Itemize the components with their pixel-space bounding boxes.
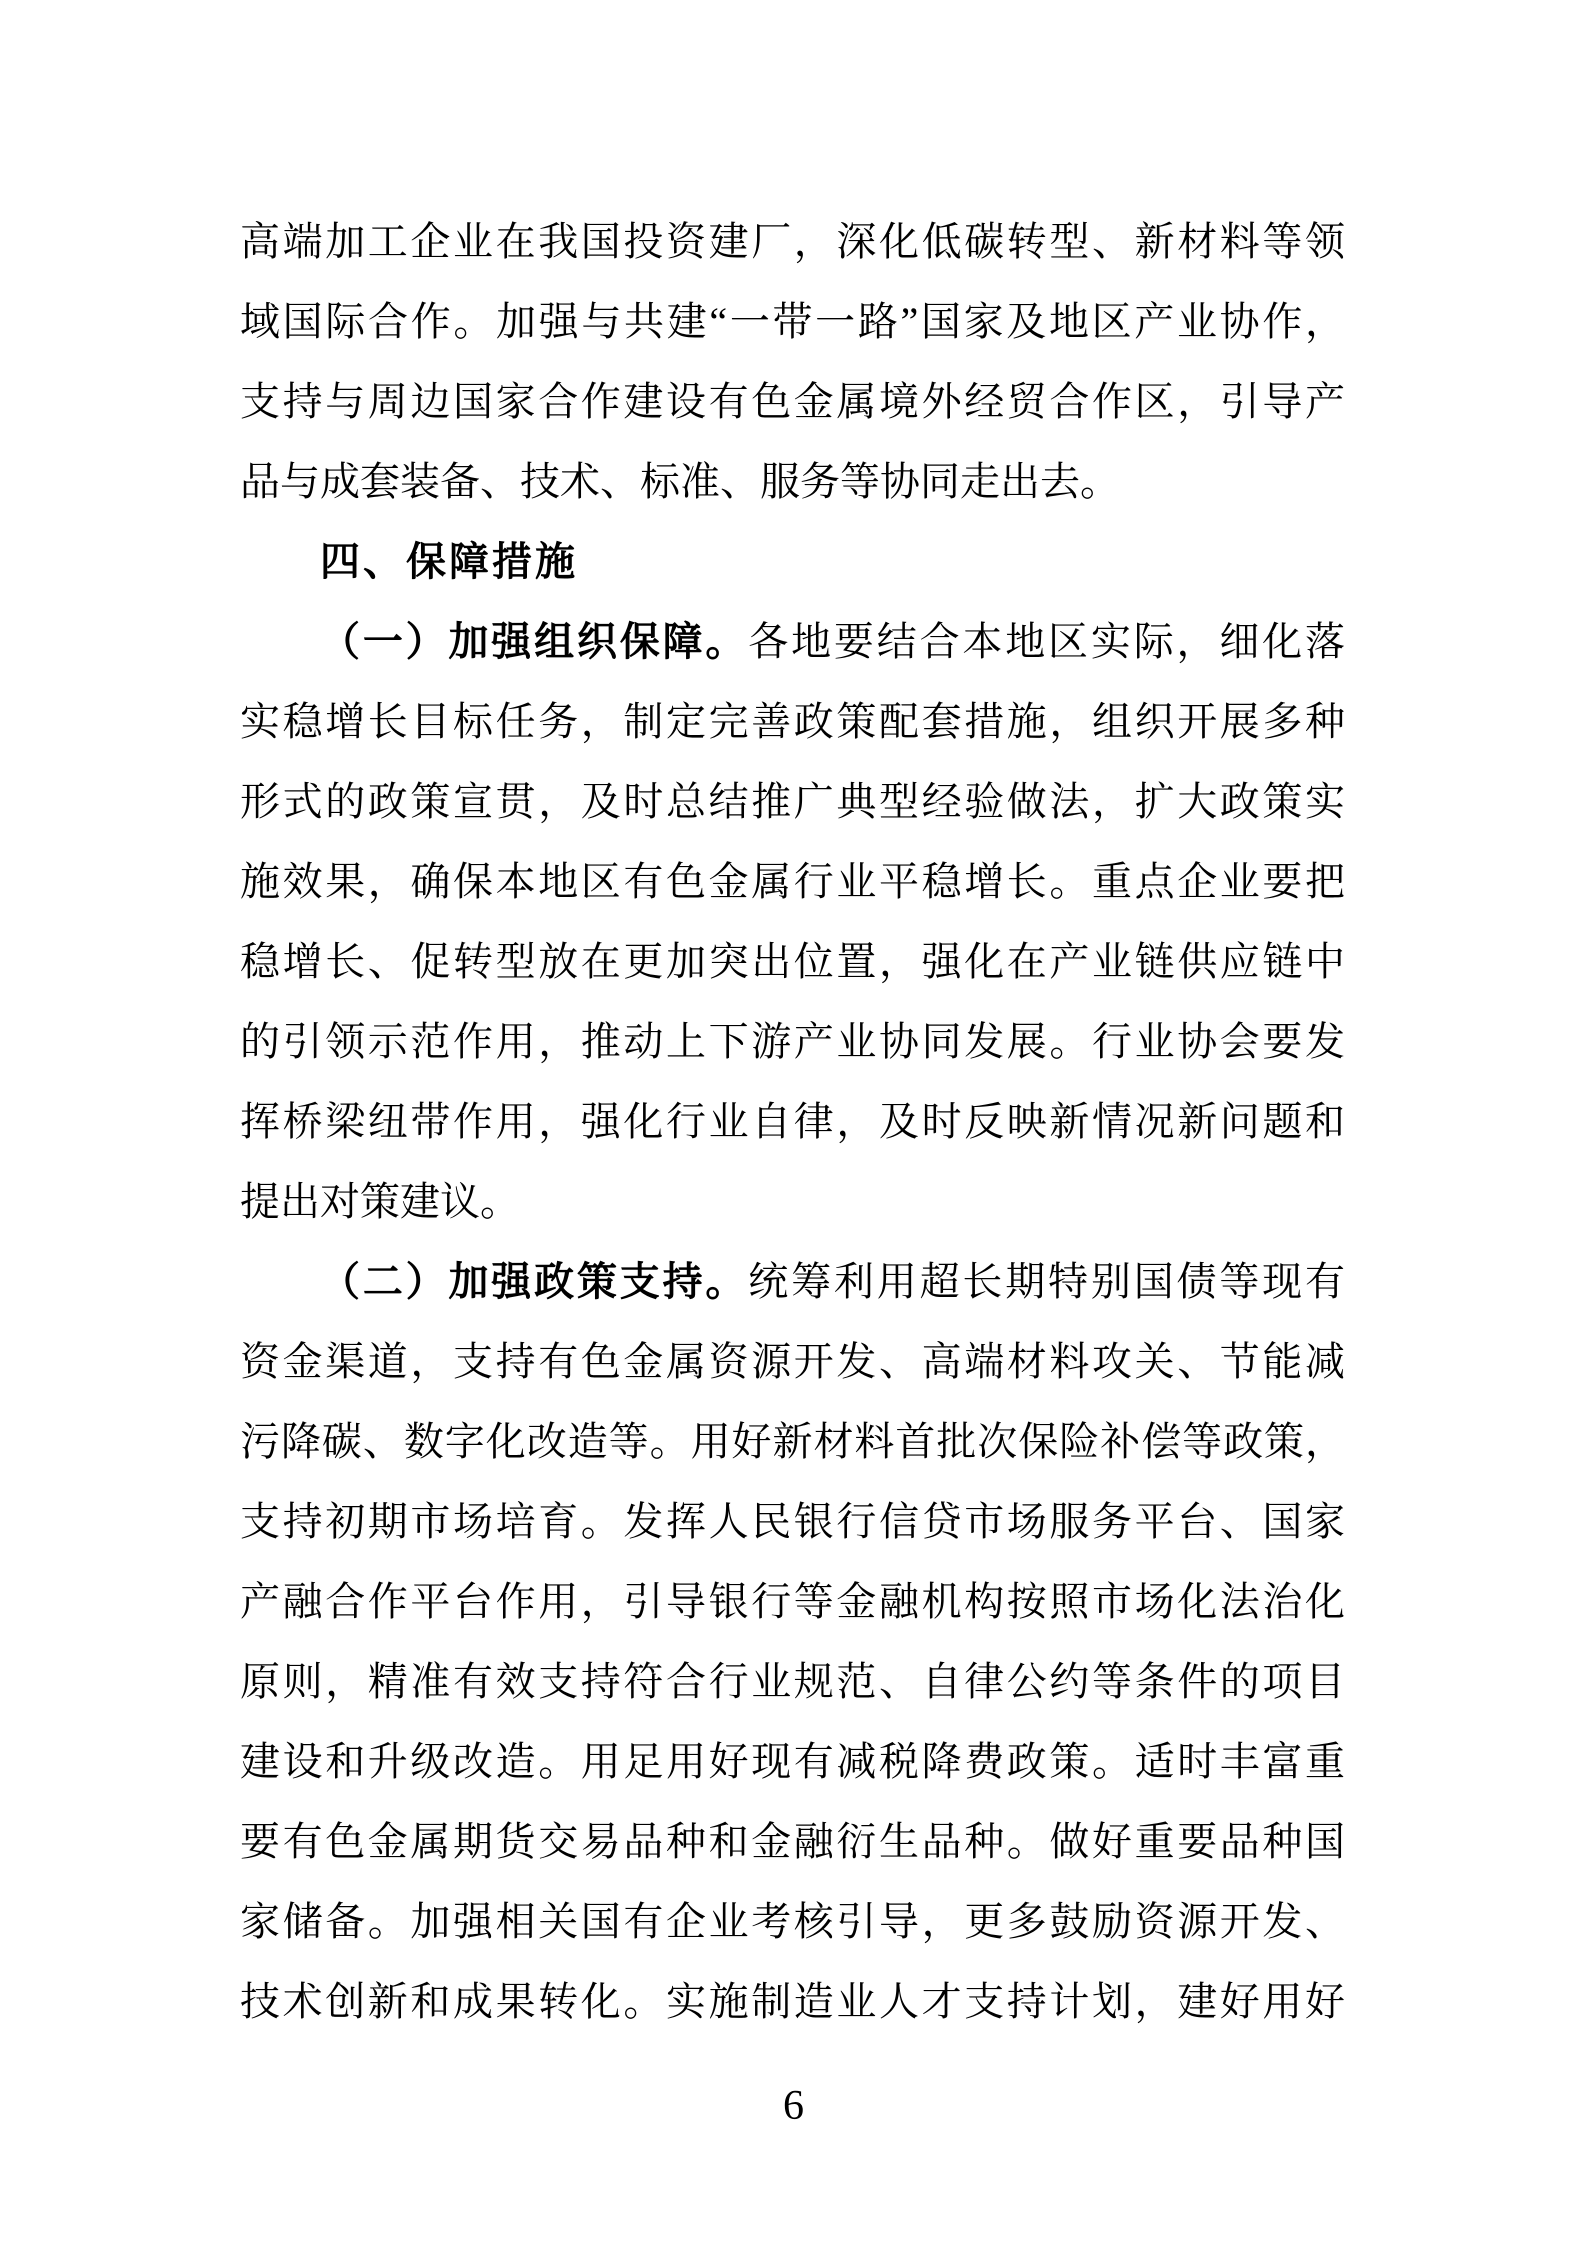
text-line	[240, 842, 1345, 922]
line-text: 家储备。加强相关国有企业考核引导，更多鼓励资源开发、	[240, 1899, 1345, 1944]
line-text: 资金渠道，支持有色金属资源开发、高端材料攻关、节能减	[240, 1339, 1345, 1384]
line-text: 支持初期市场培育。发挥人民银行信贷市场服务平台、国家	[240, 1499, 1345, 1544]
text-line	[240, 1322, 1345, 1402]
text-line	[240, 1802, 1345, 1882]
paragraph-lead-bold: （一）加强组织保障。	[320, 619, 749, 664]
text-line	[240, 922, 1345, 1002]
text-line	[240, 282, 1345, 362]
line-text: 高端加工企业在我国投资建厂，深化低碳转型、新材料等领	[240, 219, 1345, 264]
line-text: 各地要结合本地区实际，细化落	[748, 619, 1346, 664]
text-line	[240, 362, 1345, 442]
page-number: 6	[783, 2083, 804, 2129]
paragraph-first-line	[240, 1242, 1345, 1322]
line-text: 施效果，确保本地区有色金属行业平稳增长。重点企业要把	[240, 859, 1345, 904]
text-line	[240, 1562, 1345, 1642]
text-line	[240, 1002, 1345, 1082]
line-text: 实稳增长目标任务，制定完善政策配套措施，组织开展多种	[240, 699, 1345, 744]
text-line	[240, 682, 1345, 762]
text-line	[240, 442, 1345, 522]
text-line	[240, 202, 1345, 282]
line-text: 建设和升级改造。用足用好现有减税降费政策。适时丰富重	[240, 1739, 1345, 1784]
section-heading	[240, 522, 1345, 602]
text-line	[240, 1722, 1345, 1802]
text-line	[240, 762, 1345, 842]
text-line	[240, 1642, 1345, 1722]
line-text: 挥桥梁纽带作用，强化行业自律，及时反映新情况新问题和	[240, 1099, 1345, 1144]
line-text: 技术创新和成果转化。实施制造业人才支持计划，建好用好	[240, 1979, 1345, 2024]
text-line	[240, 1402, 1345, 1482]
section-heading-text: 四、保障措施	[320, 540, 578, 584]
line-text: 支持与周边国家合作建设有色金属境外经贸合作区，引导产	[240, 379, 1345, 424]
line-text: 形式的政策宣贯，及时总结推广典型经验做法，扩大政策实	[240, 779, 1345, 824]
text-line	[240, 1882, 1345, 1962]
text-line	[240, 1082, 1345, 1162]
line-text: 的引领示范作用，推动上下游产业协同发展。行业协会要发	[240, 1019, 1345, 1064]
line-text: 品与成套装备、技术、标准、服务等协同走出去。	[240, 459, 1120, 504]
line-text: 产融合作平台作用，引导银行等金融机构按照市场化法治化	[240, 1579, 1345, 1624]
paragraph-first-line	[240, 602, 1345, 682]
document-body	[240, 202, 1345, 2042]
line-text: 统筹利用超长期特别国债等现有	[748, 1259, 1346, 1304]
text-line	[240, 1482, 1345, 1562]
line-text: 域国际合作。加强与共建“一带一路”国家及地区产业协作，	[240, 299, 1345, 344]
text-line	[240, 1962, 1345, 2042]
line-text: 原则，精准有效支持符合行业规范、自律公约等条件的项目	[240, 1659, 1345, 1704]
line-text: 要有色金属期货交易品种和金融衍生品种。做好重要品种国	[240, 1819, 1345, 1864]
paragraph-lead-bold: （二）加强政策支持。	[320, 1259, 749, 1304]
line-text: 污降碳、数字化改造等。用好新材料首批次保险补偿等政策，	[240, 1419, 1345, 1464]
line-text: 提出对策建议。	[240, 1179, 520, 1224]
line-text: 稳增长、促转型放在更加突出位置，强化在产业链供应链中	[240, 939, 1345, 984]
text-line	[240, 1162, 1345, 1242]
